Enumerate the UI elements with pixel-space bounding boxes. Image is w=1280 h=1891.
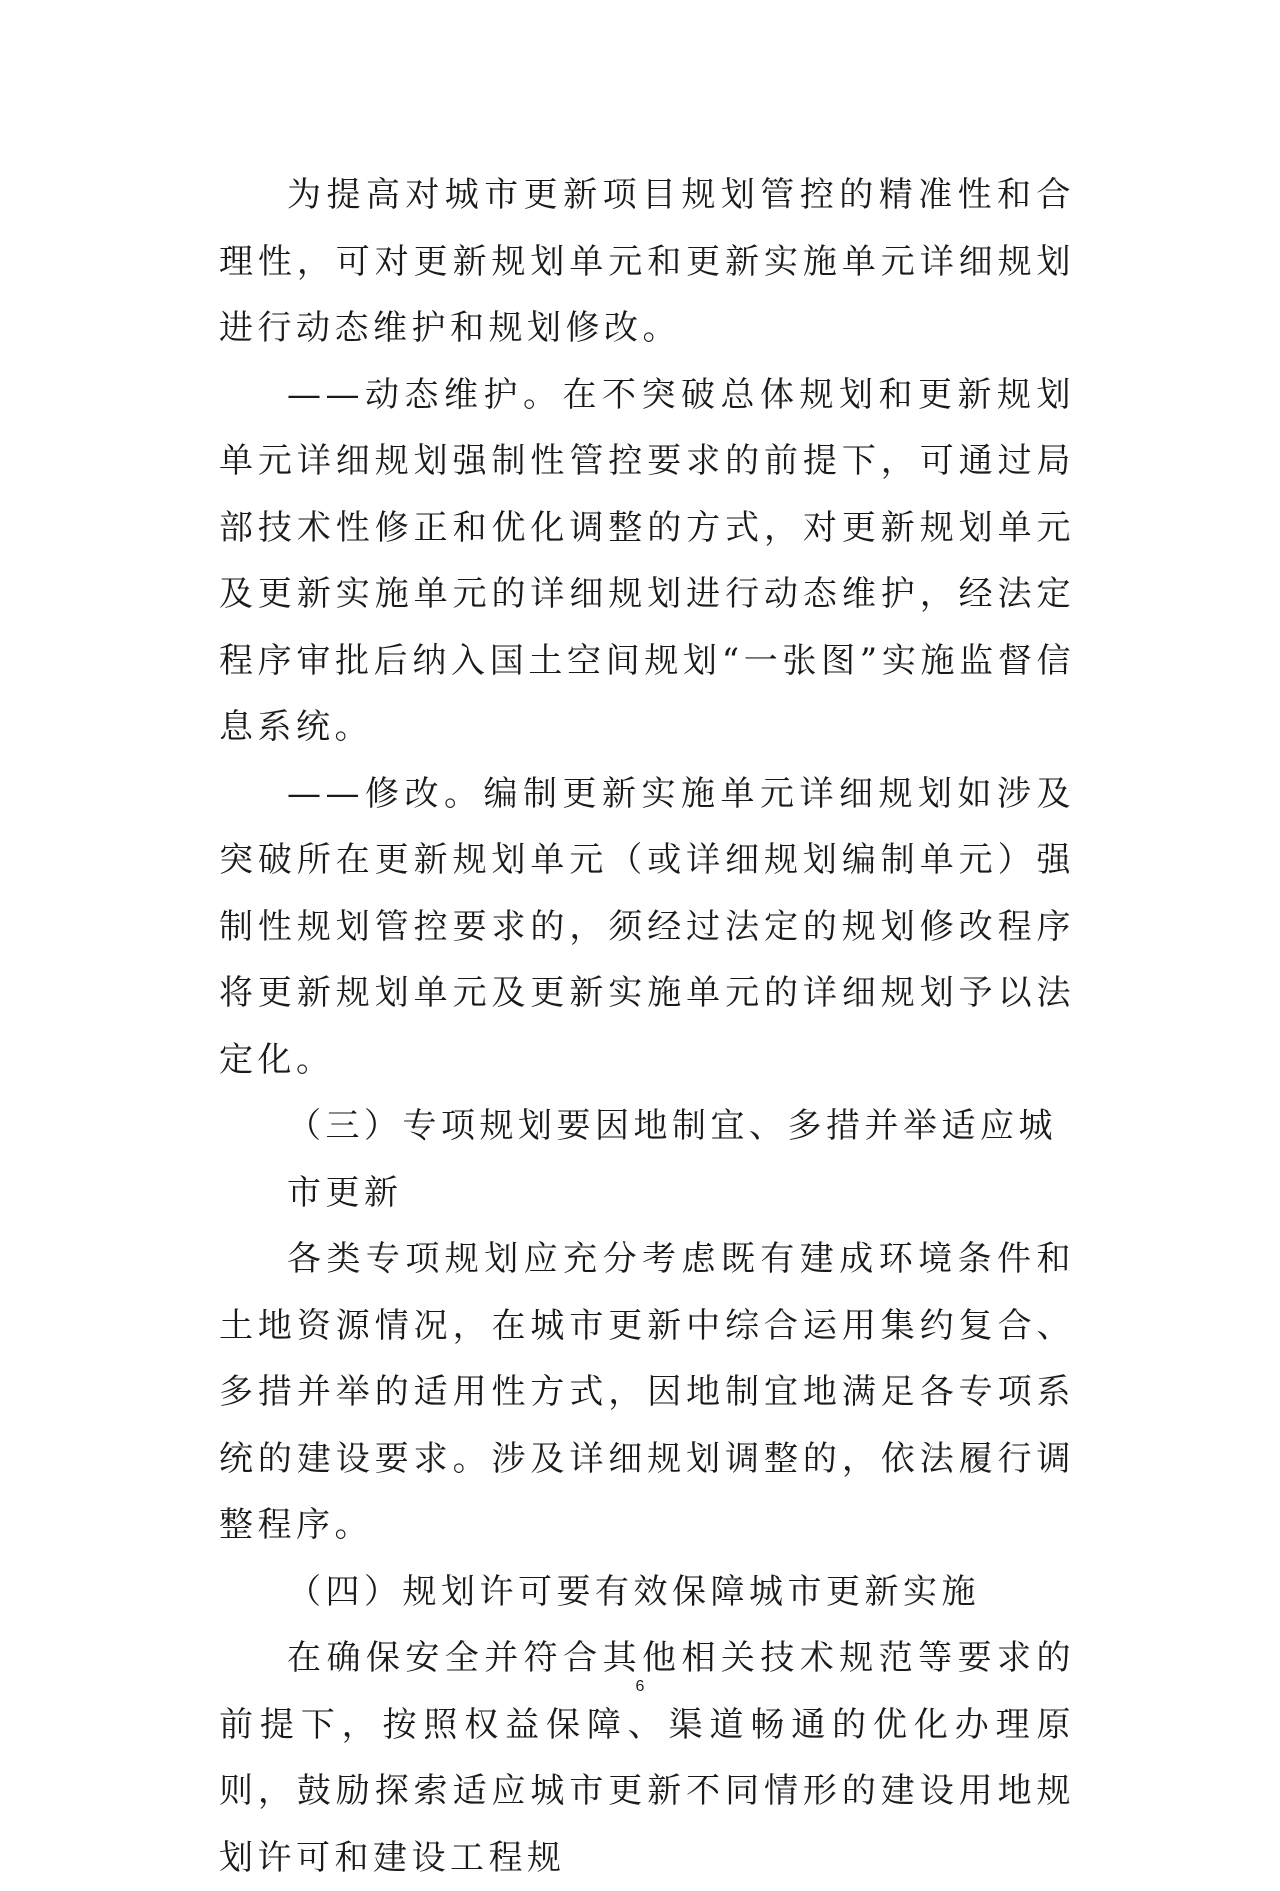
page-number: 6 <box>635 1678 645 1695</box>
section-heading-4: （四）规划许可要有效保障城市更新实施 <box>287 1571 980 1612</box>
paragraph-special-planning: 各类专项规划应充分考虑既有建成环境条件和土地资源情况，在城市更新中综合运用集约复合、多措并举的适用性方式，因地制宜地满足各专项系统的建设要求。涉及详细规划调整的，依法履行调整程序。 <box>219 1239 1075 1545</box>
page-body <box>219 162 1075 1891</box>
section-heading-3: （三）专项规划要因地制宜、多措并举适应城市更新 <box>287 1106 1057 1213</box>
paragraph-dynamic-maintenance: ——动态维护。在不突破总体规划和更新规划单元详细规划强制性管控要求的前提下，可通过局部技术性修正和优化调整的方式，对更新规划单元及更新实施单元的详细规划进行动态维护，经法定程序审批后纳入国土空间规划“一张图”实施监督信息系统。 <box>219 374 1075 747</box>
paragraph-planning-permit: 在确保安全并符合其他相关技术规范等要求的前提下，按照权益保障、渠道畅通的优化办理原则，鼓励探索适应城市更新不同情形的建设用地规划许可和建设工程规 <box>219 1638 1075 1878</box>
paragraph-maintenance-intro: 为提高对城市更新项目规划管控的精准性和合理性，可对更新规划单元和更新实施单元详细规划进行动态维护和规划修改。 <box>219 175 1075 348</box>
paragraph-modification: ——修改。编制更新实施单元详细规划如涉及突破所在更新规划单元（或详细规划编制单元）强制性规划管控要求的，须经过法定的规划修改程序将更新规划单元及更新实施单元的详细规划予以法定化。 <box>219 773 1075 1080</box>
